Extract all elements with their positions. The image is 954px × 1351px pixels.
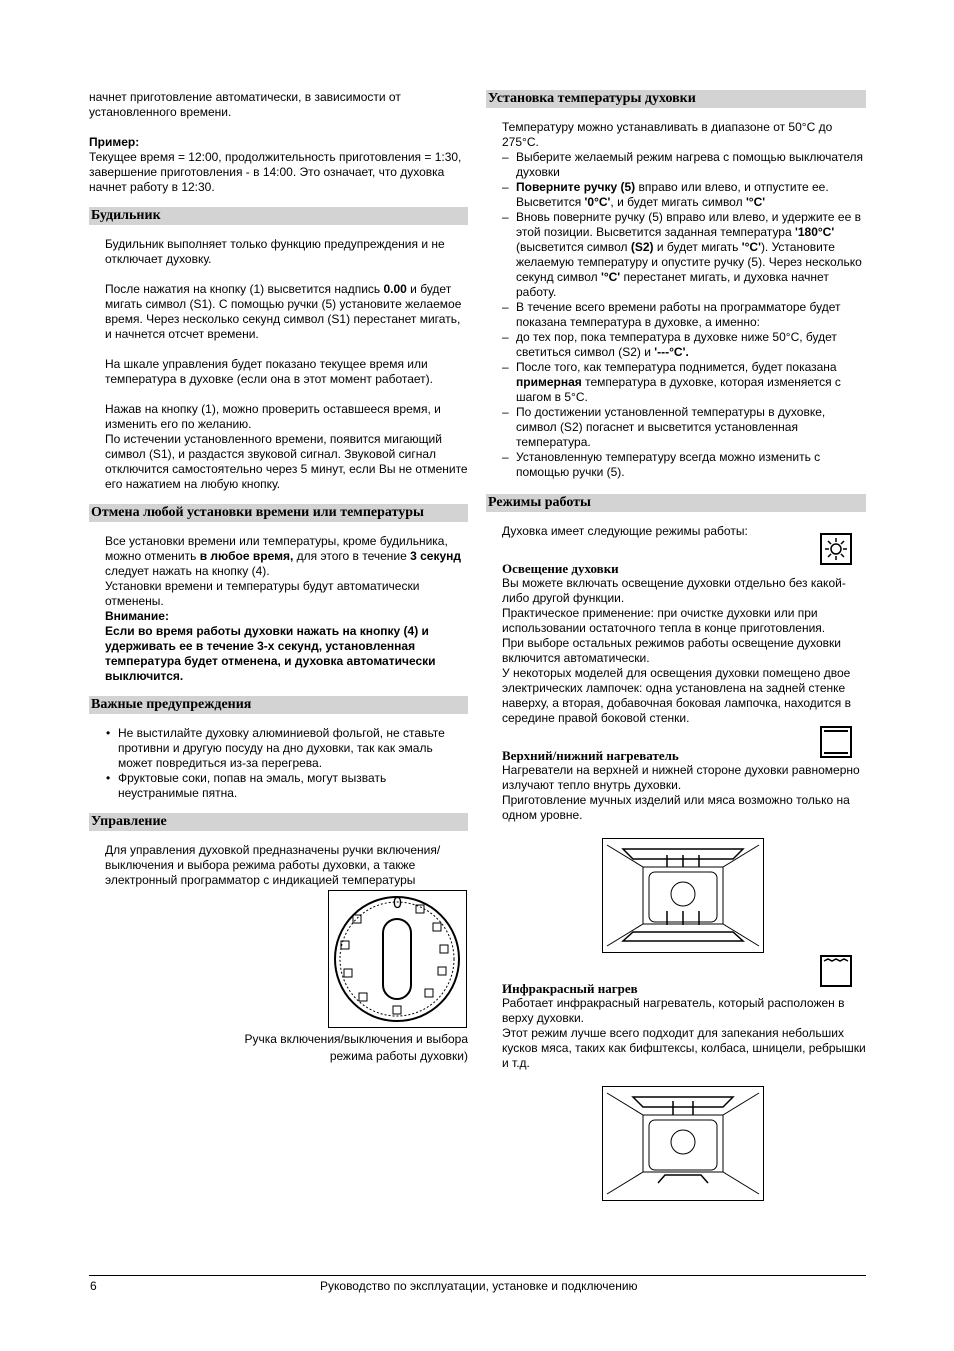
section-title-warnings: Важные предупреждения xyxy=(89,696,468,714)
temperature-step: – В течение всего времени работы на программаторе будет показана температура в духовке, а именно: xyxy=(486,300,866,330)
mode-title-top-bottom: Верхний/нижний нагреватель xyxy=(502,748,679,763)
example-label: Пример: xyxy=(89,135,140,149)
light-paragraph-3: При выборе остальных режимов работы освещение духовки включится автоматически. xyxy=(502,636,841,665)
right-column xyxy=(486,90,866,1201)
control-paragraph: Для управления духовкой предназначены ручки включения/выключения и выбора режима работы духовки, а также электронный программатор с индикацией температуры xyxy=(105,843,441,887)
temperature-step: – до тех пор, пока температура в духовке ниже 50°C, будет светиться символ (S2) и '---°C'. xyxy=(486,330,866,360)
temperature-steps xyxy=(486,150,866,480)
temperature-step: – Вновь поверните ручку (5) вправо или влево, и удержите ее в этой позиции. Высветится заданная температура '180°C' (высветится символ (S2) и будет мигать '°C'). Установите желаемую температуру и опустите ручку (5). Через несколько секунд символ '°C' перестанет мигать, и духовка начнет работу. xyxy=(486,210,866,300)
infrared-paragraph-1: Работает инфракрасный нагреватель, который расположен в верху духовки. xyxy=(502,996,845,1025)
light-paragraph-1: Вы можете включать освещение духовки отдельно без какой-либо другой функции. xyxy=(502,576,846,605)
example-text: Текущее время = 12:00, продолжительность приготовления = 1:30, завершение приготовления - в 14:00. Это означает, что духовка начнет работу в 12:30. xyxy=(89,150,462,194)
warning-item: • Не выстилайте духовку алюминиевой фольгой, не ставьте противни и другую посуду на дно духовки, так как эмаль может повредиться из-за перегрева. xyxy=(89,726,468,771)
temperature-intro: Температуру можно устанавливать в диапазоне от 50°С до 275°С. xyxy=(502,120,833,149)
footer-text: Руководство по эксплуатации, установке и подключению xyxy=(320,1279,638,1293)
oven-top-bottom-diagram xyxy=(602,838,764,953)
cancel-attention-label: Внимание: xyxy=(105,609,169,623)
infrared-paragraph-2: Этот режим лучше всего подходит для запекания небольших кусков мяса, таких как бифштексы, колбаса, шницели, ребрышки и т.д. xyxy=(502,1026,866,1070)
alarm-paragraph-5: По истечении установленного времени, появится мигающий символ (S1), и раздастся звуковой сигнал. Звуковой сигнал отключится самостоятельно через 5 минут, если Вы не отмените его нажатием на любую кнопку. xyxy=(105,432,468,491)
light-paragraph-2: Практическое применение: при очистке духовки или при использовании остаточного тепла в конце приготовления. xyxy=(502,606,826,635)
cancel-paragraph-1: Все установки времени или температуры, кроме будильника, можно отменить в любое время, для этого в течение 3 секунд следует нажать на кнопку (4). xyxy=(105,534,462,578)
intro-text: начнет приготовление автоматически, в зависимости от установленного времени. xyxy=(89,90,401,119)
left-column xyxy=(89,90,468,1064)
oven-infrared-diagram xyxy=(602,1086,764,1201)
warnings-list xyxy=(89,726,468,801)
section-title-modes: Режимы работы xyxy=(486,494,866,512)
warning-item: • Фруктовые соки, попав на эмаль, могут вызвать неустранимые пятна. xyxy=(89,771,468,801)
footer-divider xyxy=(89,1275,866,1276)
temperature-step: – После того, как температура поднимется, будет показана примерная температура в духовке, которая изменяется с шагом в 5°С. xyxy=(486,360,866,405)
infrared-heater-icon xyxy=(820,955,852,987)
section-title-temperature: Установка температуры духовки xyxy=(486,90,866,108)
cancel-paragraph-2: Установки времени и температуры будут автоматически отменены. xyxy=(105,579,420,608)
modes-intro: Духовка имеет следующие режимы работы: xyxy=(502,524,748,538)
alarm-paragraph-1: Будильник выполняет только функцию предупреждения и не отключает духовку. xyxy=(105,237,445,266)
section-title-control: Управление xyxy=(89,813,468,831)
temperature-step: – Установленную температуру всегда можно изменить с помощью ручки (5). xyxy=(486,450,866,480)
lamp-icon xyxy=(820,533,852,565)
light-paragraph-4: У некоторых моделей для освещения духовки помещено двое электрических лампочек: одна установлена на задней стенке наверху, а вторая, добавочная боковая лампочка, находится в середине правой боковой стенки. xyxy=(502,666,852,725)
alarm-paragraph-3: На шкале управления будет показано текущее время или температура в духовке (если она в этот момент работает). xyxy=(105,357,433,386)
mode-title-infrared: Инфракрасный нагрев xyxy=(502,981,638,996)
knob-figure xyxy=(328,890,467,1028)
mode-title-light: Освещение духовки xyxy=(502,561,619,576)
alarm-paragraph-4: Нажав на кнопку (1), можно проверить оставшееся время, и изменить его по желанию. xyxy=(105,402,441,431)
top-bottom-paragraph-1: Нагреватели на верхней и нижней стороне духовки равномерно излучают тепло внутрь духовки. xyxy=(502,763,860,792)
knob-caption-line-2: режима работы духовки) xyxy=(329,1049,468,1063)
temperature-step: – Выберите желаемый режим нагрева с помощью выключателя духовки xyxy=(486,150,866,180)
temperature-step: – По достижении установленной температуры в духовке, символ (S2) погаснет и высветится установленная температура. xyxy=(486,405,866,450)
section-title-alarm: Будильник xyxy=(89,207,468,225)
knob-zero-label: 0 xyxy=(393,895,402,912)
page-number: 6 xyxy=(90,1279,97,1293)
top-bottom-heater-icon xyxy=(820,726,852,758)
knob-caption-line-1: Ручка включения/выключения и выбора xyxy=(244,1032,468,1046)
section-title-cancel: Отмена любой установки времени или температуры xyxy=(89,504,468,522)
temperature-step: – Поверните ручку (5) вправо или влево, и отпустите ее. Высветится '0°C', и будет мигать символ '°C' xyxy=(486,180,866,210)
top-bottom-paragraph-2: Приготовление мучных изделий или мяса возможно только на одном уровне. xyxy=(502,793,850,822)
cancel-warning: Если во время работы духовки нажать на кнопку (4) и удерживать ее в течение 3-х секунд, установленная температура будет отменена, и духовка автоматически выключится. xyxy=(105,624,436,683)
alarm-paragraph-2: После нажатия на кнопку (1) высветится надпись 0.00 и будет мигать символ (S1). С помощью ручки (5) установите желаемое время. Через несколько секунд символ (S1) перестанет мигать, и начнется отсчет времени. xyxy=(105,282,462,341)
